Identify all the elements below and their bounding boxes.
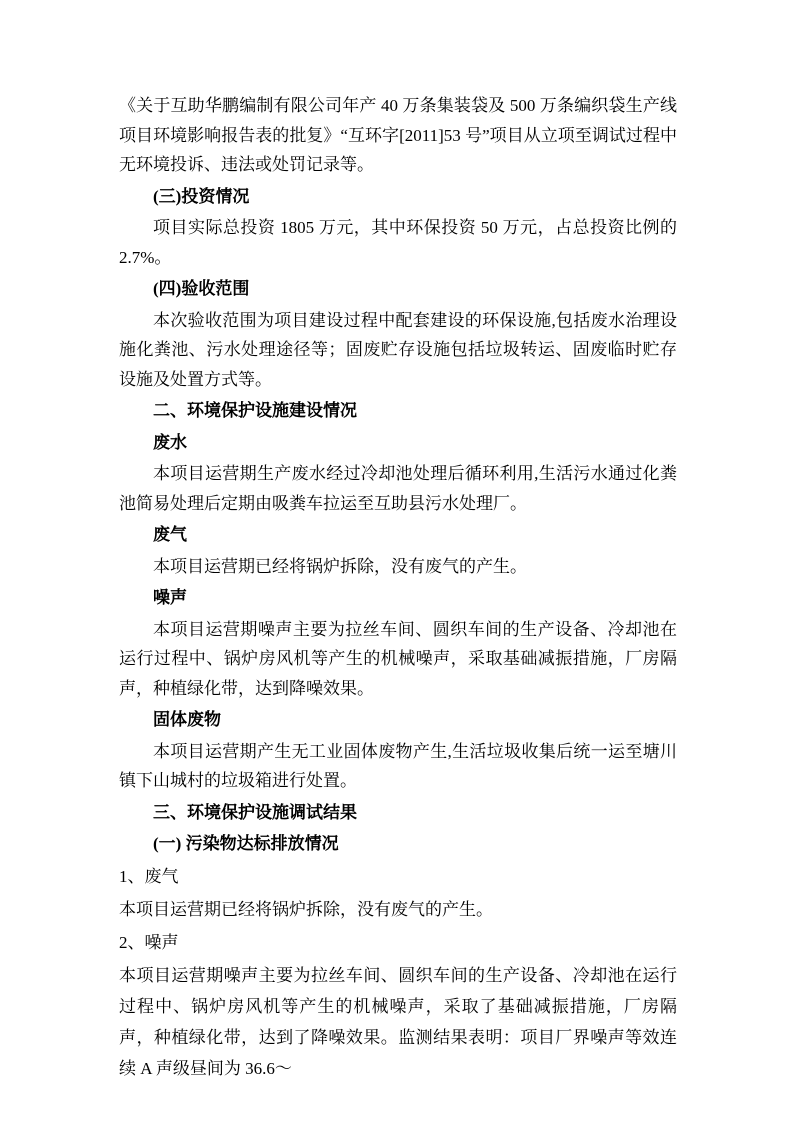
heading-section3-debug-results: 三、环境保护设施调试结果: [153, 802, 357, 822]
heading-section2-epc-construction: 二、环境保护设施建设情况: [153, 401, 357, 420]
paragraph-waste-gas: 本项目运营期已经将锅炉拆除，没有废气的产生。: [153, 556, 527, 576]
paragraph-noise-result: 本项目运营期噪声主要为拉丝车间、圆织车间的生产设备、冷却池在运行过程中、锅炉房风机等产生的机械噪声，采取了基础减振措施，厂房隔声，种植绿化带，达到了降噪效果。监测结果表明：项目厂界噪声等效连续 A 声级昼间为 36.6～: [119, 965, 677, 1078]
paragraph-solid-waste: 本项目运营期产生无工业固体废物产生,生活垃圾收集后统一运至塘川镇下山城村的垃圾箱进行处置。: [119, 741, 677, 790]
paragraph-wastewater: 本项目运营期生产废水经过冷却池处理后循环利用,生活污水通过化粪池简易处理后定期由吸粪车拉运至互助县污水处理厂。: [119, 464, 677, 513]
paragraph-approval-reference: 《关于互助华鹏编制有限公司年产 40 万条集装袋及 500 万条编织袋生产线项目环境影响报告表的批复》“互环字[2011]53 号”项目从立项至调试过程中无环境投诉、违法或处罚记录等。: [119, 96, 677, 174]
list-item-2-noise: 2、噪声: [119, 932, 179, 952]
heading-waste-gas: 废气: [153, 525, 187, 544]
list-item-1-waste-gas: 1、废气: [119, 866, 179, 886]
paragraph-waste-gas-result: 本项目运营期已经将锅炉拆除，没有废气的产生。: [119, 899, 493, 919]
paragraph-investment-details: 项目实际总投资 1805 万元，其中环保投资 50 万元，占总投资比例的 2.7%。: [119, 218, 677, 267]
heading-wastewater: 废水: [153, 432, 187, 452]
heading-solid-waste: 固体废物: [153, 710, 221, 729]
document-content: [119, 91, 677, 1086]
paragraph-noise: 本项目运营期噪声主要为拉丝车间、圆织车间的生产设备、冷却池在运行过程中、锅炉房风机等产生的机械噪声，采取基础减振措施，厂房隔声，种植绿化带，达到降噪效果。: [119, 619, 677, 698]
heading-acceptance-scope: (四)验收范围: [153, 279, 250, 298]
heading-noise: 噪声: [153, 588, 187, 607]
paragraph-acceptance-scope: 本次验收范围为项目建设过程中配套建设的环保设施,包括废水治理设施化粪池、污水处理途径等；固废贮存设施包括垃圾转运、固废临时贮存设施及处置方式等。: [119, 310, 677, 389]
heading-investment-situation: (三)投资情况: [153, 186, 250, 206]
heading-pollutant-compliance: (一) 污染物达标排放情况: [153, 834, 339, 853]
